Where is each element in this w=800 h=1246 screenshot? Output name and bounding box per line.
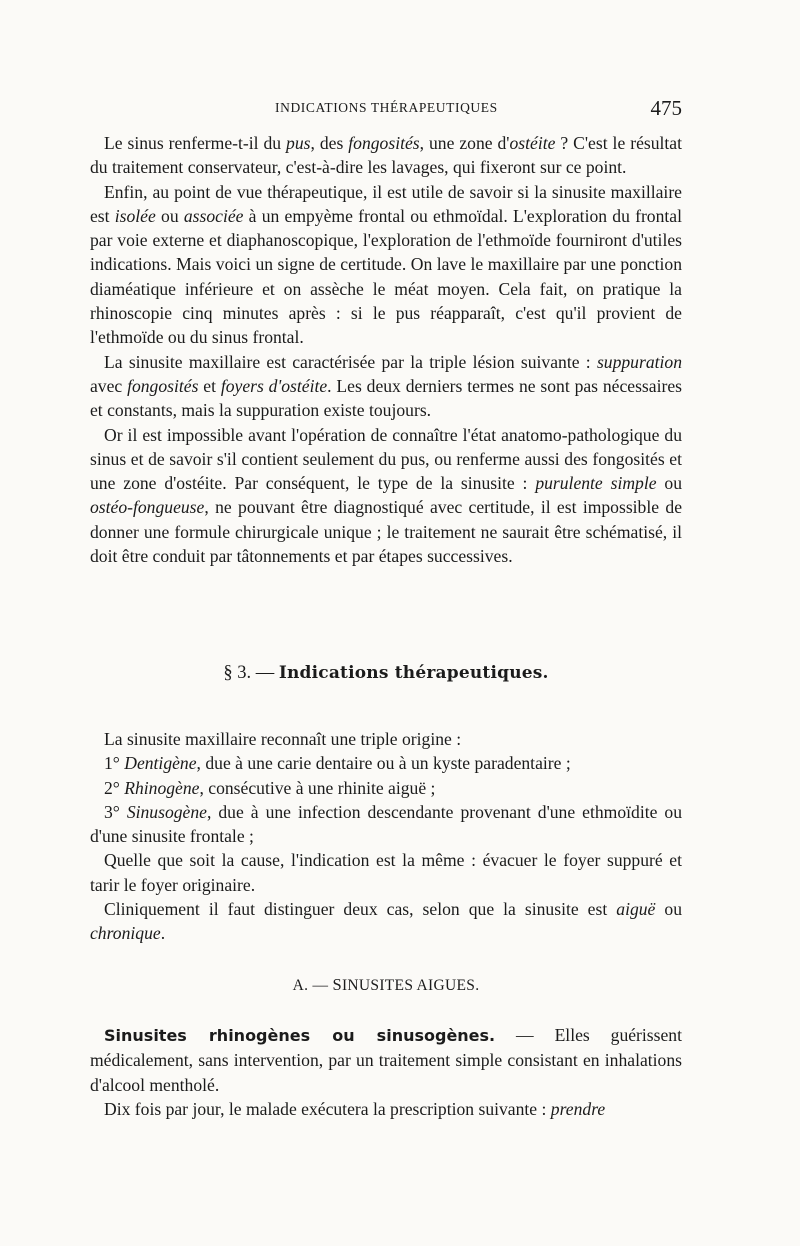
italic-text: Rhinogène xyxy=(124,777,200,798)
section-title: Indications thérapeutiques. xyxy=(278,663,549,683)
running-head xyxy=(90,96,682,120)
text-run: , ne pouvant être diagnostiqué avec certitude, il est impossible de donner une formule chirurgicale unique ; le traitement ne saurait être schématisé, il doit être conduit par tâtonnements et par étapes successives. xyxy=(90,497,682,567)
text-run: ? C'est le résultat du traitement conservateur, c'est-à-dire les lavages, qui fixeront sur ce point. xyxy=(90,133,682,178)
italic-text: foyers d'ostéite xyxy=(220,375,328,396)
text-run: ou xyxy=(655,899,682,920)
text-run: 1° xyxy=(104,753,125,774)
italic-text: purulente simple xyxy=(535,473,657,494)
italic-text: prendre xyxy=(550,1098,606,1119)
list-item xyxy=(90,751,682,775)
text-run: Quelle que soit la cause, l'indication est la même : évacuer le foyer suppuré et tarir le foyer originaire. xyxy=(90,850,682,895)
subsection-letter: A. — xyxy=(292,977,329,994)
italic-text: Dentigène xyxy=(124,753,197,774)
text-run: avec xyxy=(90,375,128,396)
text-run: — Elles guérissent médicalement, sans intervention, par un traitement simple consistant en inhalations d'alcool mentholé. xyxy=(90,1025,682,1095)
italic-text: chronique xyxy=(90,923,161,944)
text-run: Cliniquement il faut distinguer deux cas, selon que la sinusite est xyxy=(104,899,617,920)
paragraph xyxy=(90,131,682,180)
text-run: , consécutive à une rhinite aiguë ; xyxy=(199,777,436,798)
paragraph xyxy=(90,848,682,897)
italic-text: associée xyxy=(183,205,244,226)
subsection-title-initial: S xyxy=(332,975,342,994)
paragraph xyxy=(90,350,682,423)
italic-text: pus xyxy=(286,133,311,153)
italic-text: fongosités xyxy=(348,133,420,153)
italic-text: isolée xyxy=(114,205,156,226)
text-run: à un empyème frontal ou ethmoïdal. L'exploration du frontal par voie externe et diaphanoscopique, l'exploration de l'ethmoïde fourniront d'utiles indications. Mais voici un signe de certitude. On lave le maxillaire par une ponction diaméatique inférieure et on assèche le méat moyen. Cela fait, on pratique la rhinoscopie cinq minutes après : si le pus réapparaît, c'est qu'il provient de l'ethmoïde ou du sinus frontal. xyxy=(90,205,682,348)
text-run: ou xyxy=(155,205,184,226)
italic-text: suppuration xyxy=(596,351,682,372)
text-run: La sinusite maxillaire reconnaît une triple origine : xyxy=(104,729,462,749)
text-run: Dix fois par jour, le malade exécutera la prescription suivante : xyxy=(104,1098,551,1119)
text-run: 2° xyxy=(104,777,125,798)
text-run: Le sinus renferme-t-il du xyxy=(104,133,287,153)
text-run: ou xyxy=(656,473,683,494)
section-heading xyxy=(90,663,682,684)
page-number: 475 xyxy=(650,96,682,120)
text-run: , des xyxy=(310,133,349,153)
body-text-middle xyxy=(90,727,682,946)
text-run: La sinusite maxillaire est caractérisée par la triple lésion suivante : xyxy=(104,351,597,372)
running-title: INDICATIONS THÉRAPEUTIQUES xyxy=(275,100,498,115)
text-run: Enfin, au point de vue thérapeutique, il est utile de savoir si la sinusite maxillaire est xyxy=(90,181,682,226)
italic-text: ostéite xyxy=(509,133,556,153)
text-run: 3° xyxy=(104,801,127,822)
italic-text: Sinusogène xyxy=(126,801,207,822)
text-run: Or il est impossible avant l'opération de connaître l'état anatomo-pathologique du sinus et de savoir s'il contient seulement du pus, ou renferme aussi des fongosités et une zone d'ostéite. Par conséquent, le type de la sinusite : xyxy=(90,424,682,494)
body-text-bottom xyxy=(90,1023,682,1121)
paragraph xyxy=(90,897,682,946)
list-item xyxy=(90,776,682,800)
text-run: . xyxy=(160,923,166,944)
italic-text: fongosités xyxy=(127,375,199,396)
list-item xyxy=(90,800,682,849)
text-run: , une zone d' xyxy=(419,133,510,153)
run-in-heading: Sinusites rhinogènes ou sinusogènes. xyxy=(104,1026,496,1045)
subsection-title-rest: INUSITES AIGUES. xyxy=(341,977,480,994)
section-number: § 3. — xyxy=(223,663,275,683)
paragraph xyxy=(90,423,682,569)
text-run: , due à une carie dentaire ou à un kyste paradentaire ; xyxy=(196,753,571,774)
italic-text: aiguë xyxy=(616,899,656,920)
italic-text: ostéo-fongueuse xyxy=(90,497,205,518)
paragraph xyxy=(90,727,682,751)
text-run: et xyxy=(198,375,221,396)
paragraph xyxy=(90,180,682,350)
text-run: . Les deux derniers termes ne sont pas nécessaires et constants, mais la suppuration existe toujours. xyxy=(90,375,682,421)
body-text-top xyxy=(90,131,682,568)
paragraph xyxy=(90,1097,682,1121)
paragraph xyxy=(90,1023,682,1097)
subsection-heading xyxy=(90,975,682,995)
text-run: , due à une infection descendante provenant d'une ethmoïdite ou d'une sinusite frontale ; xyxy=(90,801,682,847)
